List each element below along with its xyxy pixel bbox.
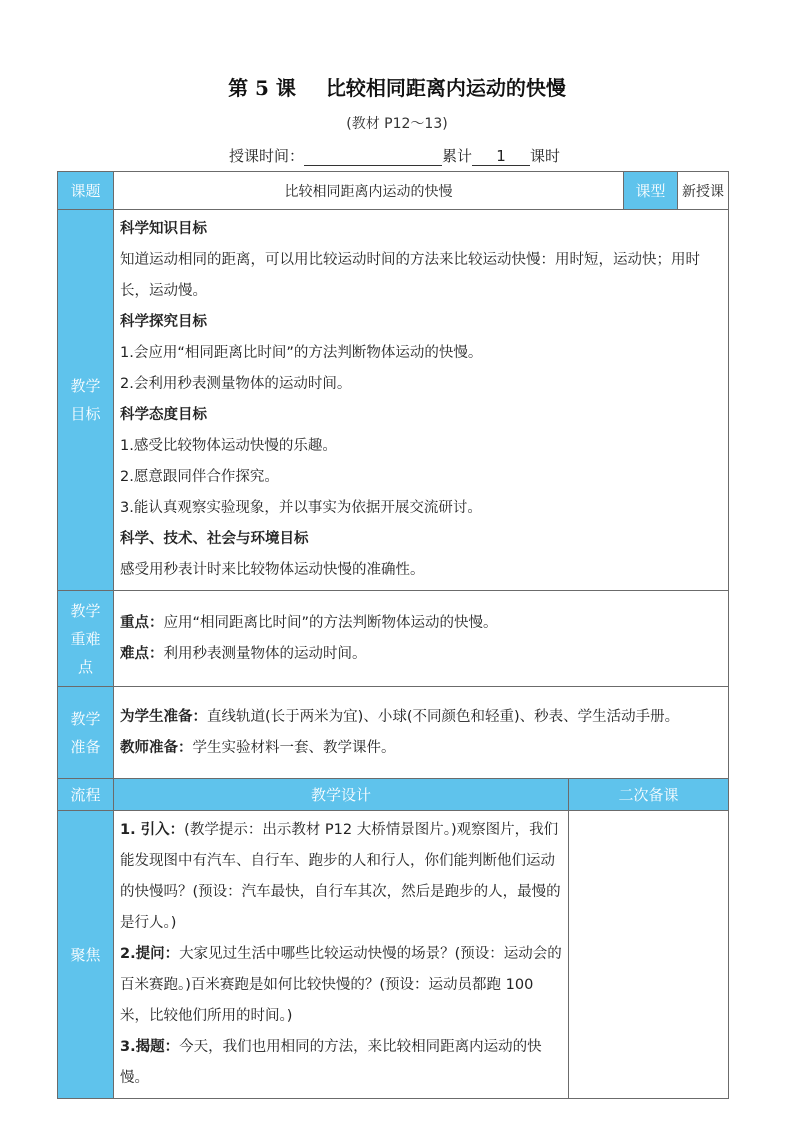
- schedule-line: [229, 145, 560, 166]
- cumulative-label: 累计: [442, 147, 473, 165]
- goal-knowledge-text: 知道运动相同的距离，可以用比较运动时间的方法来比较运动快慢：用时短，运动快；用时长，运动慢。: [120, 252, 700, 299]
- difficulty-text: 利用秒表测量物体的运动时间。: [163, 645, 367, 662]
- lesson-plan-table: [57, 171, 729, 1099]
- key-points-content: [114, 591, 729, 687]
- preparation-content: [114, 687, 729, 779]
- preparation-label: [58, 687, 114, 779]
- goal-heading-attitude: 科学态度目标: [120, 407, 207, 423]
- teacher-prep-label: 教师准备：: [120, 739, 193, 756]
- second-prep-cell[interactable]: [569, 811, 729, 1099]
- goal-heading-stse: 科学、技术、社会与环境目标: [120, 531, 309, 547]
- second-prep-header: 二次备课: [569, 779, 729, 811]
- goal-inquiry-2: 2.会利用秒表测量物体的运动时间。: [120, 376, 352, 392]
- goal-heading-knowledge: 科学知识目标: [120, 221, 207, 237]
- student-prep-text: 直线轨道(长于两米为宜)、小球(不同颜色和轻重)、秒表、学生活动手册。: [207, 708, 680, 725]
- student-prep: [120, 702, 722, 733]
- focus-step-question: [120, 939, 562, 1032]
- flow-header: 流程: [58, 779, 114, 811]
- goal-stse-text: 感受用秒表计时来比较物体运动快慢的准确性。: [120, 562, 425, 578]
- topic-label: 课题: [58, 172, 114, 210]
- topic-value: 比较相同距离内运动的快慢: [114, 172, 624, 210]
- period-label: 课时: [530, 147, 561, 165]
- focus-step-reveal: [120, 1032, 562, 1094]
- focus-content: [114, 811, 569, 1099]
- focus-label: 聚焦: [58, 811, 114, 1099]
- design-header: 教学设计: [114, 779, 569, 811]
- goals-row: [58, 210, 729, 591]
- preparation-label-text: 教学 准备: [70, 709, 101, 756]
- focus-step-question-text: 大家见过生活中哪些比较运动快慢的场景？(预设：运动会的百米赛跑。)百米赛跑是如何比较快慢的？(预设：运动员都跑 100 米，比较他们所用的时间。): [120, 946, 562, 1024]
- difficulty-point: [120, 639, 722, 670]
- textbook-pages: (教材 P12～13): [346, 116, 448, 132]
- student-prep-label: 为学生准备：: [120, 708, 207, 725]
- goals-label-text: 教学 目标: [70, 377, 101, 423]
- cumulative-value: 1: [472, 147, 530, 166]
- focus-step-intro-label: 1. 引入：: [120, 822, 185, 838]
- focus-step-intro-text: (教学提示：出示教材 P12 大桥情景图片。)观察图片，我们能发现图中有汽车、自行车、跑步的人和行人，你们能判断他们运动的快慢吗？(预设：汽车最快，自行车其次，然后是跑步的人，最慢的是行人。): [120, 822, 561, 931]
- goal-heading-inquiry: 科学探究目标: [120, 314, 207, 330]
- focus-step-intro: [120, 815, 562, 939]
- type-value: 新授课: [678, 172, 729, 210]
- flow-header-row: [58, 779, 729, 811]
- key-point-text: 应用“相同距离比时间”的方法判断物体运动的快慢。: [163, 614, 498, 631]
- focus-step-reveal-label: 3.揭题：: [120, 1039, 180, 1055]
- teacher-prep-text: 学生实验材料一套、教学课件。: [192, 739, 396, 756]
- lesson-number: 第 5 课: [228, 76, 296, 100]
- key-points-row: [58, 591, 729, 687]
- goal-attitude-1: 1.感受比较物体运动快慢的乐趣。: [120, 438, 337, 454]
- difficulty-label: 难点：: [120, 645, 164, 662]
- goal-inquiry-1: 1.会应用“相同距离比时间”的方法判断物体运动的快慢。: [120, 345, 483, 361]
- time-blank: [304, 147, 442, 166]
- focus-step-question-label: 2.提问：: [120, 946, 180, 962]
- teacher-prep: [120, 733, 722, 764]
- key-points-label: [58, 591, 114, 687]
- key-point: [120, 608, 722, 639]
- key-point-label: 重点：: [120, 614, 164, 631]
- topic-row: [58, 172, 729, 210]
- lesson-title: [0, 72, 794, 101]
- lesson-name: 比较相同距离内运动的快慢: [325, 76, 566, 100]
- time-label: 授课时间：: [229, 147, 305, 165]
- goal-attitude-3: 3.能认真观察实验现象，并以事实为依据开展交流研讨。: [120, 500, 482, 516]
- goal-attitude-2: 2.愿意跟同伴合作探究。: [120, 469, 279, 485]
- goals-label: [58, 210, 114, 591]
- goals-content: [114, 210, 729, 591]
- key-points-label-text: 教学 重难 点: [70, 601, 101, 676]
- preparation-row: [58, 687, 729, 779]
- focus-row: [58, 811, 729, 1099]
- type-label: 课型: [624, 172, 678, 210]
- focus-step-reveal-text: 今天，我们也用相同的方法，来比较相同距离内运动的快慢。: [120, 1039, 542, 1086]
